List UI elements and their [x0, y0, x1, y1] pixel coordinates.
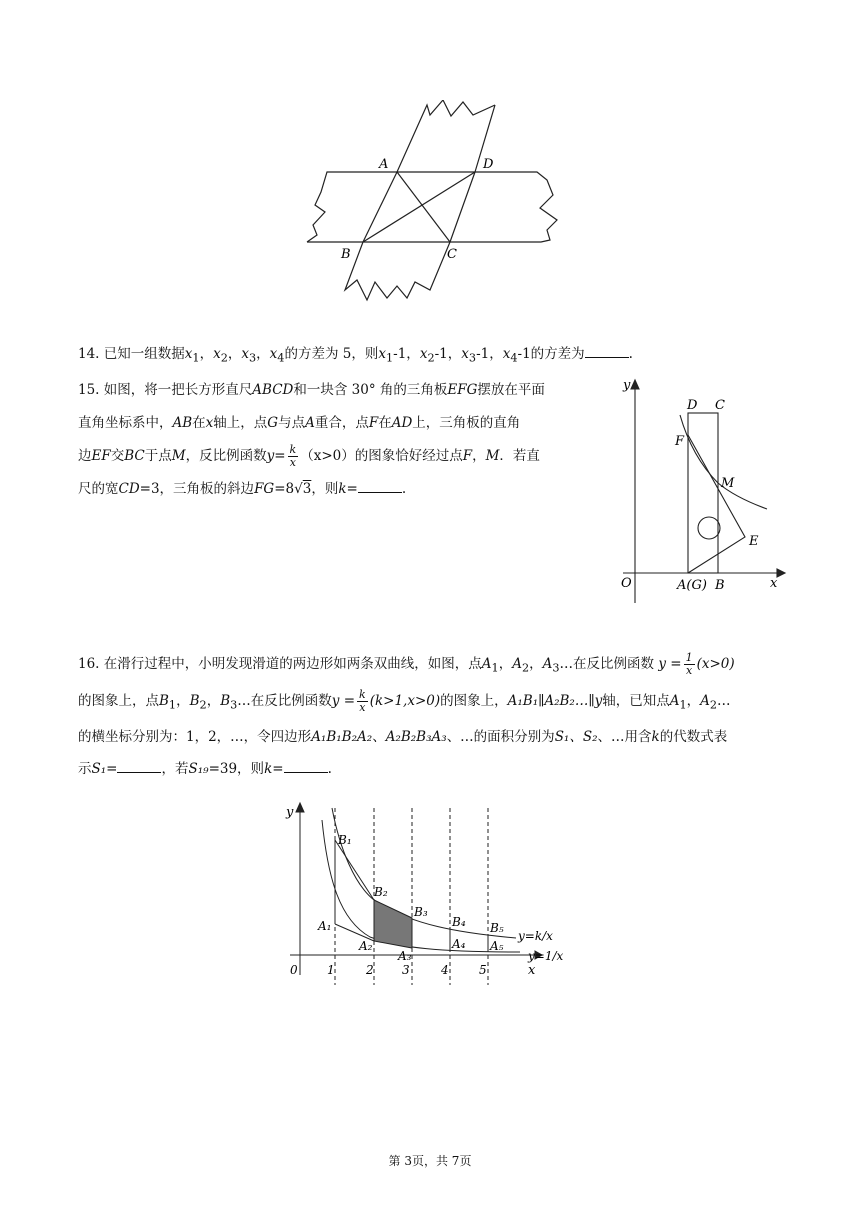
tick-3: 3	[402, 963, 410, 977]
tick-2: 2	[366, 963, 374, 977]
answer-blank-16b[interactable]	[284, 758, 328, 773]
question-16: 16. 在滑行过程中，小明发现滑道的两边形如两条双曲线，如图，点$A_1$，$A_2$，$A_3\dots$在反比例函数 y = $\frac{1}{x}$ (x>0) 的图象上，点$B_1$，$B_2$，$B_3\dots$在反比例函数y = $\frac{k}{x}$ (k>1,x>0)的图象上，A₁B₁∥A₂B₂…∥y轴，已知点$A_1$，$A_2\dots$ 的横坐标分别为：1，2，…，令四边形A₁B₁B₂A₂、A₂B₂B₃A₃、…的面积分别为S₁、S₂、…用含k的代数式表 示S₁= ，若S₁₉=39，则k= .	[78, 651, 735, 778]
label-m: M	[721, 476, 735, 491]
origin-label: O	[621, 576, 632, 591]
label-a3: A₃	[398, 949, 412, 963]
axis-y-label: y	[623, 378, 631, 393]
tick-5: 5	[479, 963, 487, 977]
figure-16-hyperbolas	[280, 800, 580, 990]
answer-blank-14[interactable]	[585, 343, 629, 358]
tick-4: 4	[441, 963, 449, 977]
label-b5: B₅	[490, 921, 504, 935]
label-a1: A₁	[318, 919, 332, 933]
label-a5: A₅	[490, 939, 504, 953]
label-e: E	[749, 534, 759, 549]
axis-y-label: y	[286, 805, 294, 820]
label-f: F	[675, 434, 685, 449]
axis-x-label: x	[528, 963, 536, 978]
label-b: B	[715, 578, 725, 593]
label-c: C	[715, 398, 725, 413]
label-d: D	[687, 398, 698, 413]
question-14: 14. 已知一组数据$x_1$，$x_2$，$x_3$，$x_4$的方差为 5，则$x_1-1$，$x_2-1$，$x_3-1$，$x_4-1$的方差为 .	[78, 340, 786, 373]
page-footer: 第 3页，共 7页	[388, 1154, 472, 1168]
question-15: 15. 如图，将一把长方形直尺ABCD和一块含 30° 角的三角板EFG摆放在平面 直角坐标系中，AB在x轴上，点G与点A重合，点F在AD上，三角板的直角 边EF交BC于点M，反比例函数y= $\frac{k}{x}$ （x>0）的图象恰好经过点F，M．若直 尺的宽CD=3，三角板的斜边FG=8√3，则k= .	[78, 382, 545, 497]
label-c: C	[447, 247, 457, 262]
axis-x-label: x	[770, 576, 778, 591]
figure-15-ruler	[615, 375, 790, 610]
figure-13-strips	[295, 100, 565, 310]
origin-label: 0	[290, 963, 298, 977]
label-b1: B₁	[338, 833, 352, 847]
answer-blank-16a[interactable]	[117, 758, 161, 773]
tick-1: 1	[327, 963, 335, 977]
label-b3: B₃	[414, 905, 428, 919]
curve-k-label: y=k/x	[518, 929, 553, 943]
curve-1-label: y=1/x	[528, 949, 564, 963]
label-b: B	[341, 247, 351, 262]
label-b4: B₄	[452, 915, 466, 929]
label-a2: A₂	[359, 939, 373, 953]
label-a4: A₄	[452, 937, 466, 951]
label-d: D	[483, 157, 494, 172]
label-a: A	[379, 157, 389, 172]
answer-blank-15[interactable]	[358, 478, 402, 493]
label-b2: B₂	[374, 885, 388, 899]
label-ag: A(G)	[677, 578, 707, 593]
